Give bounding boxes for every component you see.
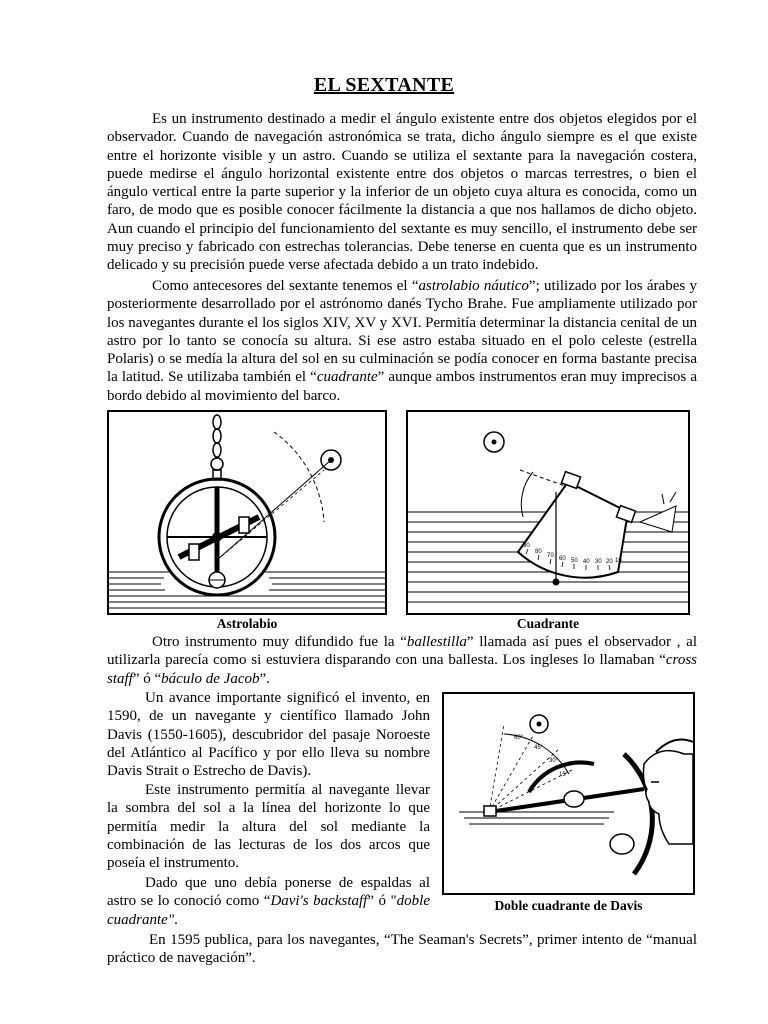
text-em-backstaff: Davi's backstaff: [270, 893, 368, 910]
paragraph-davis-nombre: [107, 874, 430, 929]
text-span: .: [174, 911, 178, 928]
text-span: ”.: [259, 670, 270, 687]
text-em-baculo: báculo de Jacob: [161, 670, 260, 687]
astrolabe-illustration: [109, 412, 385, 613]
text-em-astrolabio: astrolabio náutico: [418, 278, 529, 294]
quadrant-illustration: [408, 412, 688, 613]
quadrant-tick-label: 90: [523, 543, 530, 549]
figure-doble-cuadrante: [442, 692, 695, 895]
quadrant-tick-label: 10: [615, 558, 622, 564]
quadrant-tick-label: 50: [571, 558, 578, 564]
backstaff-angle-label: 15°: [559, 772, 569, 778]
text-span: Como antecesores del sextante tenemos el “: [152, 278, 419, 294]
text-span: Un avance importante significó el invento, en 1590, de un navegante y científico llamado John Davis (1550-1605), descubridor del pasaje Noroeste del Atlántico al Pacífico y por ello lleva su nombre Davis Strait o Estrecho de Davis).: [107, 690, 430, 780]
caption-cuadrante: Cuadrante: [516, 616, 580, 631]
paragraph-ballestilla: [107, 633, 697, 688]
quadrant-tick-label: 30: [595, 559, 602, 565]
text-span: Otro instrumento muy difundido fue la “: [152, 634, 407, 650]
text-em-doble-cuadrante: doble cuadrante": [107, 893, 430, 928]
text-span: ” ó “: [132, 670, 162, 687]
quadrant-tick-label: 60: [559, 556, 566, 562]
quadrant-tick-label: 70: [547, 553, 554, 559]
text-em-ballestilla: ballestilla: [406, 634, 467, 650]
quadrant-tick-label: 80: [535, 549, 542, 555]
text-span: ” aunque ambos instrumentos eran muy imprecisos a bordo debido al movimiento del barco.: [107, 369, 697, 404]
text-span: Este instrumento permitía al navegante llevar la sombra del sol a la línea del horizonte lo que permitía medir la altura del sol mediante la combinación de las lecturas de los dos arcos que poseía el instrumento.: [107, 782, 430, 872]
paragraph-davis-funcion: [107, 781, 430, 872]
text-span: ” llamada así pues el observador , al utilizarla parecía como si estuviera disparando con una ballesta. Los ingleses lo llamaban “: [107, 634, 697, 669]
text-span: En 1595 publica, para los navegantes, “The Seaman's Secrets”, primer intento de “manual práctico de navegación”.: [107, 932, 697, 967]
paragraph-davis-invento: [107, 689, 430, 780]
text-span: ” ó ": [367, 893, 397, 910]
backstaff-angle-label: 30°: [549, 758, 559, 764]
caption-astrolabio: Astrolabio: [216, 616, 278, 631]
paragraph-intro-text: Es un instrumento destinado a medir el ángulo existente entre dos objetos elegidos por el observador. Cuando de navegación astronómica se trata, dicho ángulo siempre es el que existe entre el horizonte visible y un astro. Cuando se utiliza el sextante para la navegación costera, puede medirse el ángulo horizontal existente entre dos objetos o marcas terrestres, o bien el ángulo vertical entre la parte superior y la inferior de un objeto cuya altura es conocida, como un faro, de modo que es posible conocer fácilmente la distancia a que nos hallamos de dicho objeto. Aun cuando el principio del funcionamiento del sextante es muy sencillo, el instrumento debe ser muy preciso y fabricado con estrechas tolerancias. Debe tenerse en cuenta que es un instrumento delicado y su precisión puede verse afectada debido a un trato indebido.: [107, 111, 697, 274]
figure-cuadrante: [406, 410, 690, 615]
paragraph-intro: [107, 110, 697, 275]
text-span: ”; utilizado por los árabes y posteriormente desarrollado por el astrónomo danés Tycho Brahe. Fue ampliamente utilizado por los navegantes durante el los siglos XIV, XV y XVI. Permitía determinar la distancia cenital de un astro por lo tanto se conocía su altura. Si ese astro estaba situado en el polo celeste (estrella Polaris) o se medía la altura del sol en su culminación se podía conocer en forma bastante precisa la latitud. Se utilizaba también el “: [107, 278, 697, 386]
quadrant-tick-label: 20: [606, 559, 613, 565]
backstaff-angle-label: 45°: [534, 745, 544, 751]
page-title: EL SEXTANTE: [313, 74, 455, 96]
backstaff-illustration: [444, 694, 693, 893]
caption-davis: Doble cuadrante de Davis: [494, 898, 643, 913]
text-em-cuadrante: cuadrante: [316, 369, 378, 386]
text-em-cross-staff: cross staff: [107, 652, 697, 687]
figure-astrolabio: [107, 410, 387, 615]
paragraph-seamans-secrets: [107, 931, 697, 968]
quadrant-tick-label: 40: [583, 559, 590, 565]
paragraph-antecesores: [107, 277, 697, 405]
backstaff-angle-label: 60°: [514, 735, 524, 741]
text-span: Dado que uno debía ponerse de espaldas al astro se lo conoció como “: [107, 875, 430, 910]
